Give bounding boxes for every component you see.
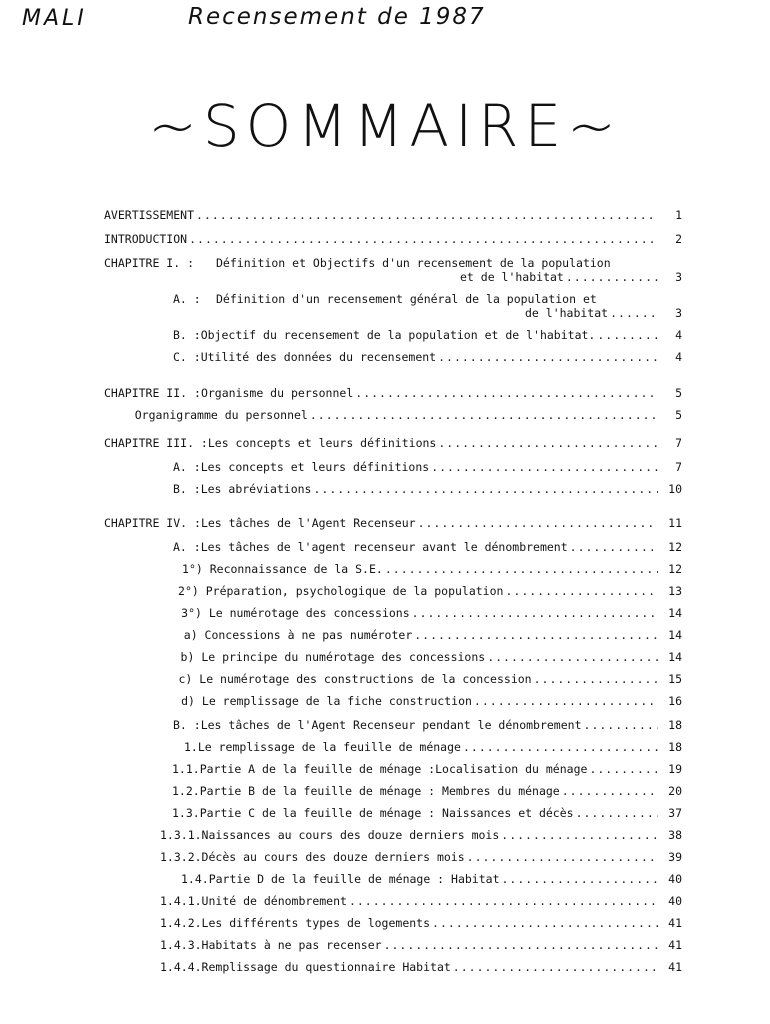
toc-entry	[181, 872, 682, 886]
toc-entry-continuation	[460, 270, 682, 284]
dot-leader	[438, 436, 658, 450]
dot-leader	[467, 850, 658, 864]
dot-leader	[463, 740, 658, 754]
toc-entry-page: 39	[668, 850, 682, 864]
toc-entry-title: d) Le remplissage de la fiche construction	[181, 694, 472, 708]
toc-entry-title: Remplissage du questionnaire Habitat	[201, 960, 451, 974]
dot-leader	[566, 270, 658, 284]
toc-entry-title: Décès au cours des douze derniers mois	[201, 850, 465, 864]
dot-leader	[438, 350, 658, 364]
toc-entry-title: Les abréviations	[200, 482, 312, 496]
dot-leader	[453, 960, 658, 974]
dot-leader	[597, 328, 658, 342]
toc-entry-title: Les différents types de logements	[201, 916, 431, 930]
toc-entry	[173, 694, 682, 708]
toc-entry-number: C. :	[173, 350, 201, 364]
dot-leader	[414, 628, 658, 642]
toc-entry-number: 1.4.3.	[160, 938, 202, 952]
dot-leader	[502, 872, 659, 886]
toc-entry-page: 40	[668, 894, 682, 908]
toc-entry	[172, 806, 682, 820]
toc-entry-title: INTRODUCTION	[104, 232, 188, 246]
toc-entry	[160, 828, 682, 842]
toc-entry-title: Utilité des données du recensement	[200, 350, 437, 364]
toc-entry-page: 16	[668, 694, 682, 708]
toc-entry-number: 1.2.	[172, 784, 200, 798]
dot-leader	[610, 306, 658, 320]
toc-entry-title-line2: et de l'habitat	[460, 270, 564, 284]
toc-entry-title: AVERTISSEMENT	[104, 208, 195, 222]
toc-entry	[104, 386, 682, 400]
toc-entry-page: 14	[668, 606, 682, 620]
toc-entry	[173, 292, 682, 306]
toc-entry	[173, 718, 682, 732]
dot-leader	[487, 650, 658, 664]
toc-entry	[104, 232, 682, 246]
toc-entry-number: CHAPITRE IV. :	[104, 516, 201, 530]
toc-entry-number: 1.4.1.	[160, 894, 202, 908]
dot-leader	[576, 806, 658, 820]
dot-leader	[196, 208, 658, 222]
toc-entry-number: CHAPITRE III. :	[104, 436, 208, 450]
toc-entry-page: 18	[668, 718, 682, 732]
toc-entry-page: 4	[675, 328, 682, 342]
toc-entry-title: Habitats à ne pas recenser	[201, 938, 382, 952]
toc-entry-number: A. :	[173, 460, 201, 474]
toc-entry-page: 3	[675, 306, 682, 320]
dot-leader	[349, 894, 658, 908]
toc-entry-number: 1.4.4.	[160, 960, 202, 974]
toc-entry	[160, 850, 682, 864]
toc-entry-number: CHAPITRE I. :	[104, 256, 195, 270]
toc-entry-number: 1.3.1.	[160, 828, 202, 842]
toc-entry	[173, 482, 682, 496]
toc-entry-number: B. :	[173, 328, 201, 342]
toc-entry-page: 7	[675, 460, 682, 474]
toc-entry-title: Les tâches de l'agent recenseur avant le dénombrement	[200, 540, 568, 554]
toc-entry-page: 20	[668, 784, 682, 798]
toc-entry-number: 1.	[184, 740, 198, 754]
toc-entry-number: A. :	[173, 292, 201, 306]
dot-leader	[412, 606, 658, 620]
toc-entry	[173, 350, 682, 364]
toc-entry-number: 1.4.2.	[160, 916, 202, 930]
page-title: ~SOMMAIRE~	[148, 92, 622, 160]
toc-entry-number: CHAPITRE II. :	[104, 386, 201, 400]
toc-entry-page: 4	[675, 350, 682, 364]
toc-entry-page: 5	[675, 386, 682, 400]
dot-leader	[589, 762, 658, 776]
toc-entry-title: Objectif du recensement de la population et de l'habitat.	[200, 328, 596, 342]
toc-entry	[160, 960, 682, 974]
toc-entry-page: 41	[668, 960, 682, 974]
toc-entry-title: Partie C de la feuille de ménage : Naissances et décès	[199, 806, 574, 820]
toc-entry	[160, 938, 682, 952]
toc-entry-number: B. :	[173, 482, 201, 496]
toc-entry-title: Organigramme du personnel	[134, 408, 308, 422]
toc-entry	[104, 408, 682, 422]
toc-entry	[173, 562, 682, 576]
toc-entry-title-line2: de l'habitat	[525, 306, 609, 320]
toc-entry-page: 40	[668, 872, 682, 886]
toc-entry-title: Partie D de la feuille de ménage : Habitat	[208, 872, 500, 886]
dot-leader	[562, 784, 658, 798]
handwritten-country: MALI	[22, 6, 87, 31]
toc-entry-page: 41	[668, 938, 682, 952]
toc-entry-page: 19	[668, 762, 682, 776]
dot-leader	[474, 694, 658, 708]
dot-leader	[313, 482, 658, 496]
toc-entry	[184, 740, 682, 754]
toc-entry-page: 14	[668, 650, 682, 664]
toc-entry-title: Naissances au cours des douze derniers mois	[201, 828, 500, 842]
toc-entry	[172, 762, 682, 776]
toc-entry	[173, 460, 682, 474]
toc-entry	[173, 606, 682, 620]
toc-entry	[160, 916, 682, 930]
toc-entry-title: Les concepts et leurs définitions	[200, 460, 430, 474]
toc-entry-page: 18	[668, 740, 682, 754]
toc-entry	[173, 328, 682, 342]
toc-entry-page: 5	[675, 408, 682, 422]
dot-leader	[431, 460, 658, 474]
toc-entry-page: 7	[675, 436, 682, 450]
dot-leader	[310, 408, 658, 422]
toc-entry-page: 1	[675, 208, 682, 222]
toc-entry-page: 2	[675, 232, 682, 246]
dot-leader	[385, 562, 658, 576]
toc-entry	[172, 784, 682, 798]
toc-entry	[173, 672, 682, 686]
toc-entry-page: 12	[668, 562, 682, 576]
toc-entry	[160, 894, 682, 908]
toc-entry-number: 1.1.	[172, 762, 200, 776]
dot-leader	[584, 718, 658, 732]
toc-entry-title: Partie A de la feuille de ménage :Localisation du ménage	[199, 762, 588, 776]
toc-entry-page: 10	[668, 482, 682, 496]
toc-entry-title: c) Le numérotage des constructions de la concession	[178, 672, 532, 686]
toc-entry-title: b) Le principe du numérotage des concessions	[180, 650, 486, 664]
toc-entry-title: Définition et Objectifs d'un recensement de la population	[216, 256, 611, 270]
dot-leader	[501, 828, 658, 842]
toc-entry-page: 13	[668, 584, 682, 598]
toc-entry-title: Le remplissage de la feuille de ménage	[197, 740, 461, 754]
toc-entry-title: 2°) Préparation, psychologique de la population	[178, 584, 504, 598]
toc-entry	[104, 256, 682, 270]
dot-leader	[534, 672, 658, 686]
toc-entry	[173, 540, 682, 554]
toc-entry-page: 12	[668, 540, 682, 554]
toc-entry-title: Les tâches de l'Agent Recenseur	[200, 516, 416, 530]
toc-entry-title: 3°) Le numérotage des concessions	[181, 606, 410, 620]
toc-entry	[104, 436, 682, 450]
handwritten-census-title: Recensement de 1987	[188, 4, 486, 30]
dot-leader	[189, 232, 658, 246]
dot-leader	[505, 584, 658, 598]
toc-entry	[173, 650, 682, 664]
dot-leader	[570, 540, 658, 554]
toc-entry	[173, 584, 682, 598]
toc-entry-page: 15	[668, 672, 682, 686]
toc-entry-title: Les concepts et leurs définitions	[207, 436, 437, 450]
dot-leader	[384, 938, 658, 952]
dot-leader	[418, 516, 658, 530]
toc-entry-page: 37	[668, 806, 682, 820]
toc-entry-title: a) Concessions à ne pas numéroter	[183, 628, 413, 642]
toc-entry	[104, 516, 682, 530]
toc-entry-page: 14	[668, 628, 682, 642]
dot-leader	[432, 916, 658, 930]
toc-entry	[173, 628, 682, 642]
toc-entry-title: Unité de dénombrement	[201, 894, 347, 908]
toc-entry-page: 41	[668, 916, 682, 930]
toc-entry-continuation	[525, 306, 682, 320]
toc-entry-page: 38	[668, 828, 682, 842]
toc-entry-title: Les tâches de l'Agent Recenseur pendant le dénombrement	[200, 718, 582, 732]
toc-entry-title: Organisme du personnel	[200, 386, 354, 400]
toc-entry-page: 11	[668, 516, 682, 530]
toc-entry-number: 1.4.	[181, 872, 209, 886]
toc-entry-title: Définition d'un recensement général de la population et	[216, 292, 597, 306]
dot-leader	[355, 386, 658, 400]
toc-entry-number: B. :	[173, 718, 201, 732]
toc-entry-number: A. :	[173, 540, 201, 554]
toc-entry	[104, 208, 682, 222]
toc-entry-title: 1°) Reconnaissance de la S.E.	[182, 562, 383, 576]
toc-entry-number: 1.3.2.	[160, 850, 202, 864]
toc-entry-number: 1.3.	[172, 806, 200, 820]
toc-entry-page: 3	[675, 270, 682, 284]
toc-entry-title: Partie B de la feuille de ménage : Membres du ménage	[199, 784, 560, 798]
